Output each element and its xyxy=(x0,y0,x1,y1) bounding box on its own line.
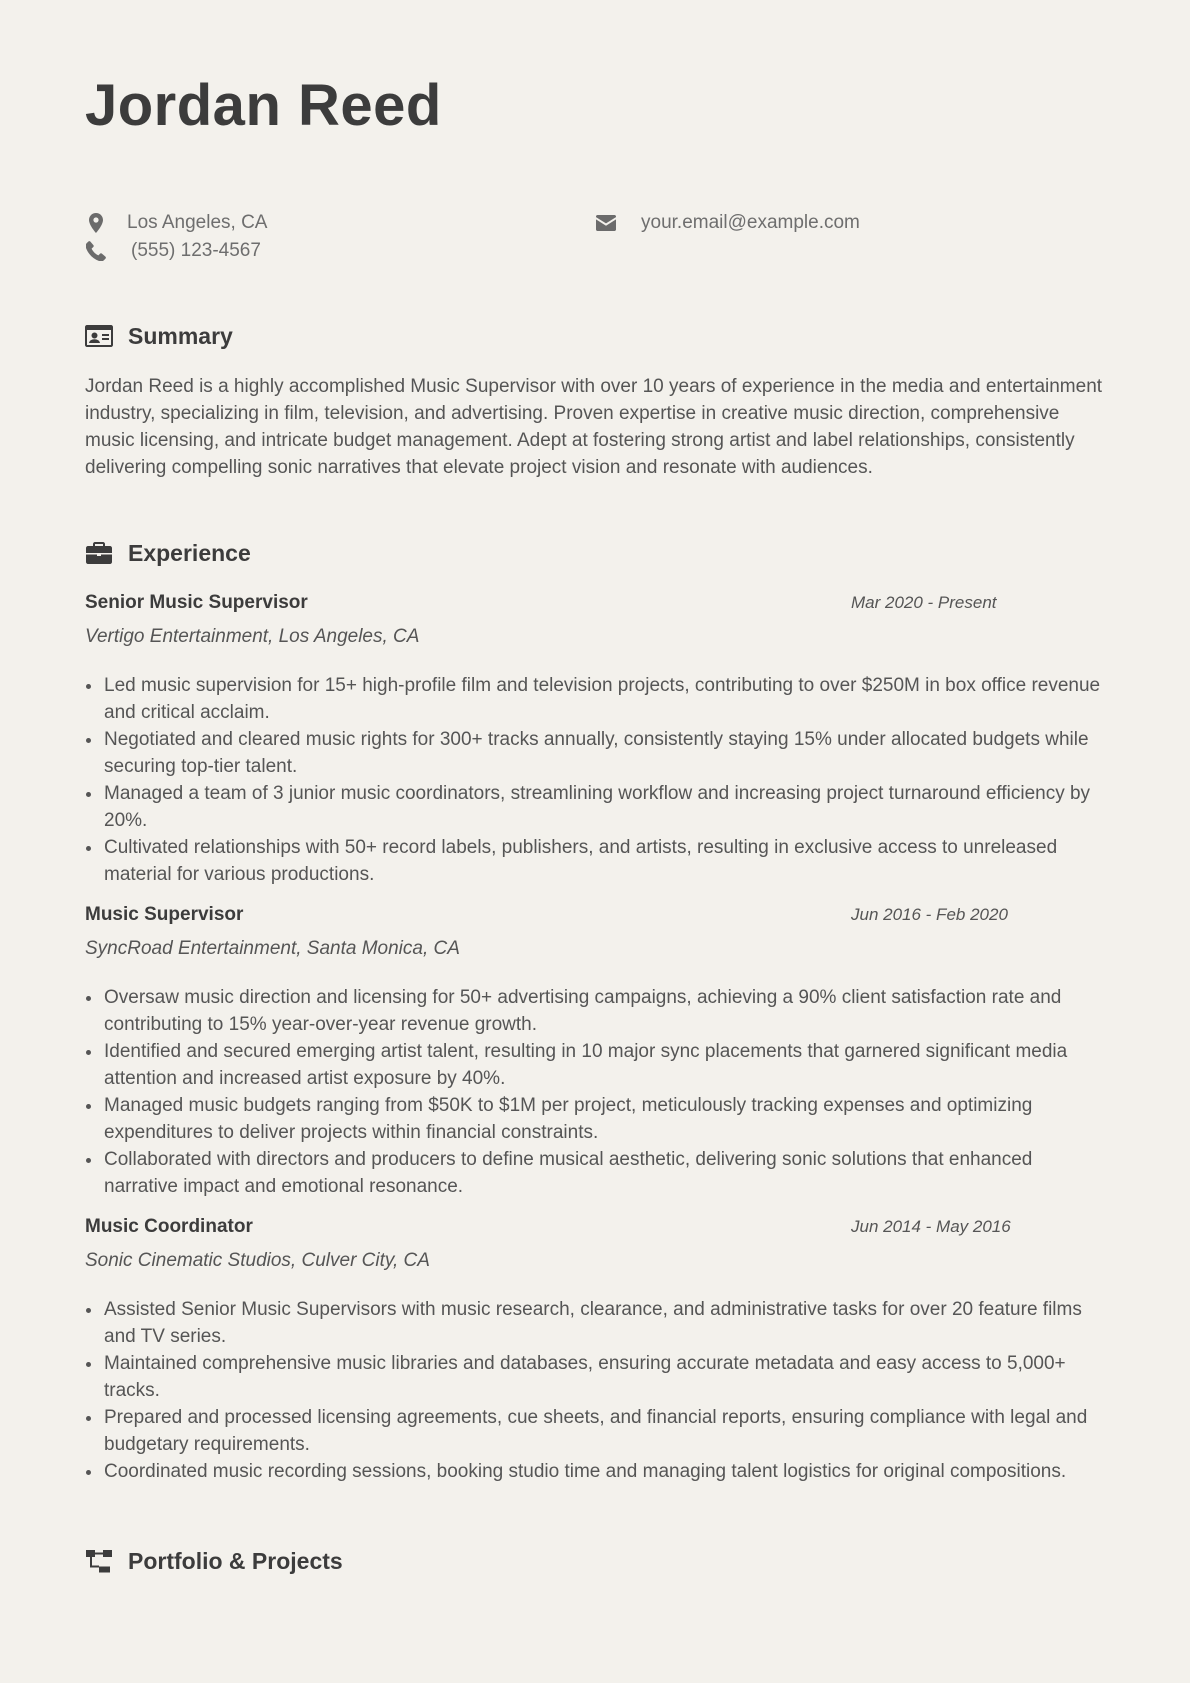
job-bullet: Prepared and processed licensing agreements, cue sheets, and financial reports, ensuring compliance with legal and budgetary requirements. xyxy=(85,1404,1110,1458)
job-bullet-list xyxy=(85,672,1110,888)
job-company: Vertigo Entertainment, Los Angeles, CA xyxy=(85,626,420,647)
contact-phone xyxy=(85,240,261,262)
summary-heading-label: Summary xyxy=(128,322,233,349)
job-dates: Jun 2014 - May 2016 xyxy=(851,1217,1011,1236)
phone-icon xyxy=(85,240,107,262)
id-card-icon xyxy=(85,322,113,350)
job-company: SyncRoad Entertainment, Santa Monica, CA xyxy=(85,938,460,959)
location-text: Los Angeles, CA xyxy=(127,212,268,233)
portfolio-heading xyxy=(85,1547,343,1575)
job-title: Senior Music Supervisor xyxy=(85,592,308,613)
job-bullet-list xyxy=(85,1296,1110,1485)
briefcase-icon xyxy=(85,539,113,567)
email-link[interactable]: your.email@example.com xyxy=(641,212,860,233)
map-marker-icon xyxy=(85,212,107,234)
job-bullet-list xyxy=(85,984,1110,1200)
candidate-name: Jordan Reed xyxy=(85,73,442,138)
job-dates: Mar 2020 - Present xyxy=(851,593,997,612)
job-bullet: Coordinated music recording sessions, booking studio time and managing talent logistics for original compositions. xyxy=(85,1458,1110,1485)
job-bullet: Oversaw music direction and licensing for 50+ advertising campaigns, achieving a 90% client satisfaction rate and contributing to 15% year-over-year revenue growth. xyxy=(85,984,1110,1038)
experience-heading-label: Experience xyxy=(128,539,251,566)
job-bullet: Maintained comprehensive music libraries and databases, ensuring accurate metadata and easy access to 5,000+ tracks. xyxy=(85,1350,1110,1404)
job-bullet: Collaborated with directors and producers to define musical aesthetic, delivering sonic solutions that enhanced narrative impact and emotional resonance. xyxy=(85,1146,1110,1200)
sitemap-icon xyxy=(85,1547,113,1575)
envelope-icon xyxy=(595,212,617,234)
job-bullet: Led music supervision for 15+ high-profile film and television projects, contributing to over $250M in box office revenue and critical acclaim. xyxy=(85,672,1110,726)
phone-text: (555) 123-4567 xyxy=(131,240,261,261)
job-bullet: Cultivated relationships with 50+ record labels, publishers, and artists, resulting in exclusive access to unreleased material for various productions. xyxy=(85,834,1110,888)
contact-email xyxy=(595,212,860,234)
summary-text: Jordan Reed is a highly accomplished Music Supervisor with over 10 years of experience in the media and entertainment industry, specializing in film, television, and advertising. Proven expertise in creative music direction, comprehensive music licensing, and intricate budget management. Adept at fostering strong artist and label relationships, consistently delivering compelling sonic narratives that elevate project vision and resonate with audiences. xyxy=(85,376,1103,478)
job-bullet: Managed a team of 3 junior music coordinators, streamlining workflow and increasing project turnaround efficiency by 20%. xyxy=(85,780,1110,834)
job-bullet: Negotiated and cleared music rights for 300+ tracks annually, consistently staying 15% under allocated budgets while securing top-tier talent. xyxy=(85,726,1110,780)
job-bullet: Assisted Senior Music Supervisors with music research, clearance, and administrative tasks for over 20 feature films and TV series. xyxy=(85,1296,1110,1350)
job-bullet: Identified and secured emerging artist talent, resulting in 10 major sync placements that garnered significant media attention and increased artist exposure by 40%. xyxy=(85,1038,1110,1092)
summary-heading xyxy=(85,322,233,350)
job-title: Music Coordinator xyxy=(85,1216,253,1237)
job-title: Music Supervisor xyxy=(85,904,244,925)
job-company: Sonic Cinematic Studios, Culver City, CA xyxy=(85,1250,430,1271)
experience-heading xyxy=(85,539,251,567)
contact-location xyxy=(85,212,267,234)
job-dates: Jun 2016 - Feb 2020 xyxy=(851,905,1008,924)
portfolio-heading-label: Portfolio & Projects xyxy=(128,1547,343,1574)
job-bullet: Managed music budgets ranging from $50K to $1M per project, meticulously tracking expenses and optimizing expenditures to deliver projects within financial constraints. xyxy=(85,1092,1110,1146)
